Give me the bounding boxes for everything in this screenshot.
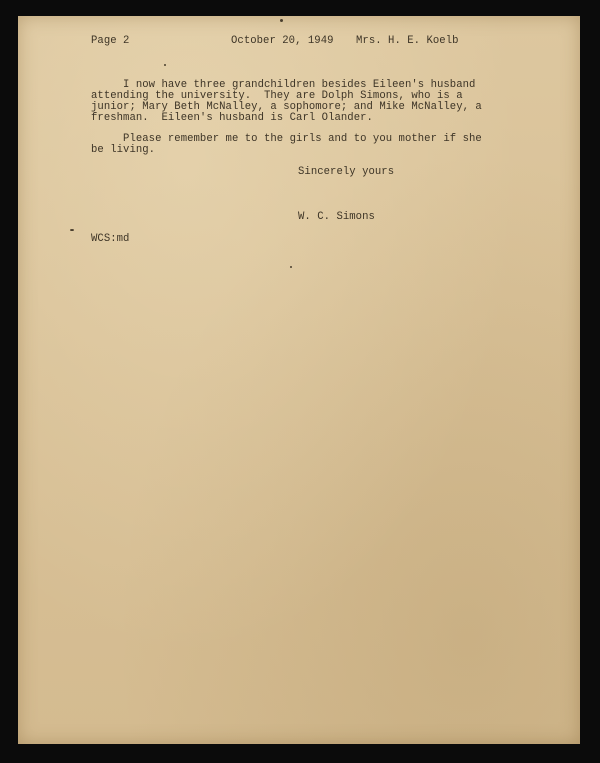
paragraph-grandchildren: [91, 80, 482, 124]
paragraph-remember: [91, 134, 482, 156]
paper-speck: [280, 19, 283, 22]
header-date: October 20, 1949: [231, 35, 334, 47]
paper-speck: [290, 266, 292, 268]
paper-speck: [164, 64, 166, 66]
paragraph-line: freshman. Eileen's husband is Carl Olander.: [91, 112, 373, 124]
paragraph-line: attending the university. They are Dolph Simons, who is a: [91, 90, 463, 102]
header-recipient: Mrs. H. E. Koelb: [356, 35, 459, 47]
paragraph-line: be living.: [91, 144, 156, 156]
letter-sheet: [18, 16, 580, 744]
complimentary-closing: Sincerely yours: [298, 166, 395, 178]
signature-name: W. C. Simons: [298, 211, 375, 223]
paper-speck: [70, 229, 74, 231]
paragraph-line: I now have three grandchildren besides Eileen's husband: [91, 79, 476, 91]
header-page-number: Page 2: [91, 35, 130, 47]
paragraph-line: junior; Mary Beth McNalley, a sophomore; and Mike McNalley, a: [91, 101, 482, 113]
paragraph-line: Please remember me to the girls and to you mother if she: [91, 133, 482, 145]
typist-initials: WCS:md: [91, 233, 130, 245]
